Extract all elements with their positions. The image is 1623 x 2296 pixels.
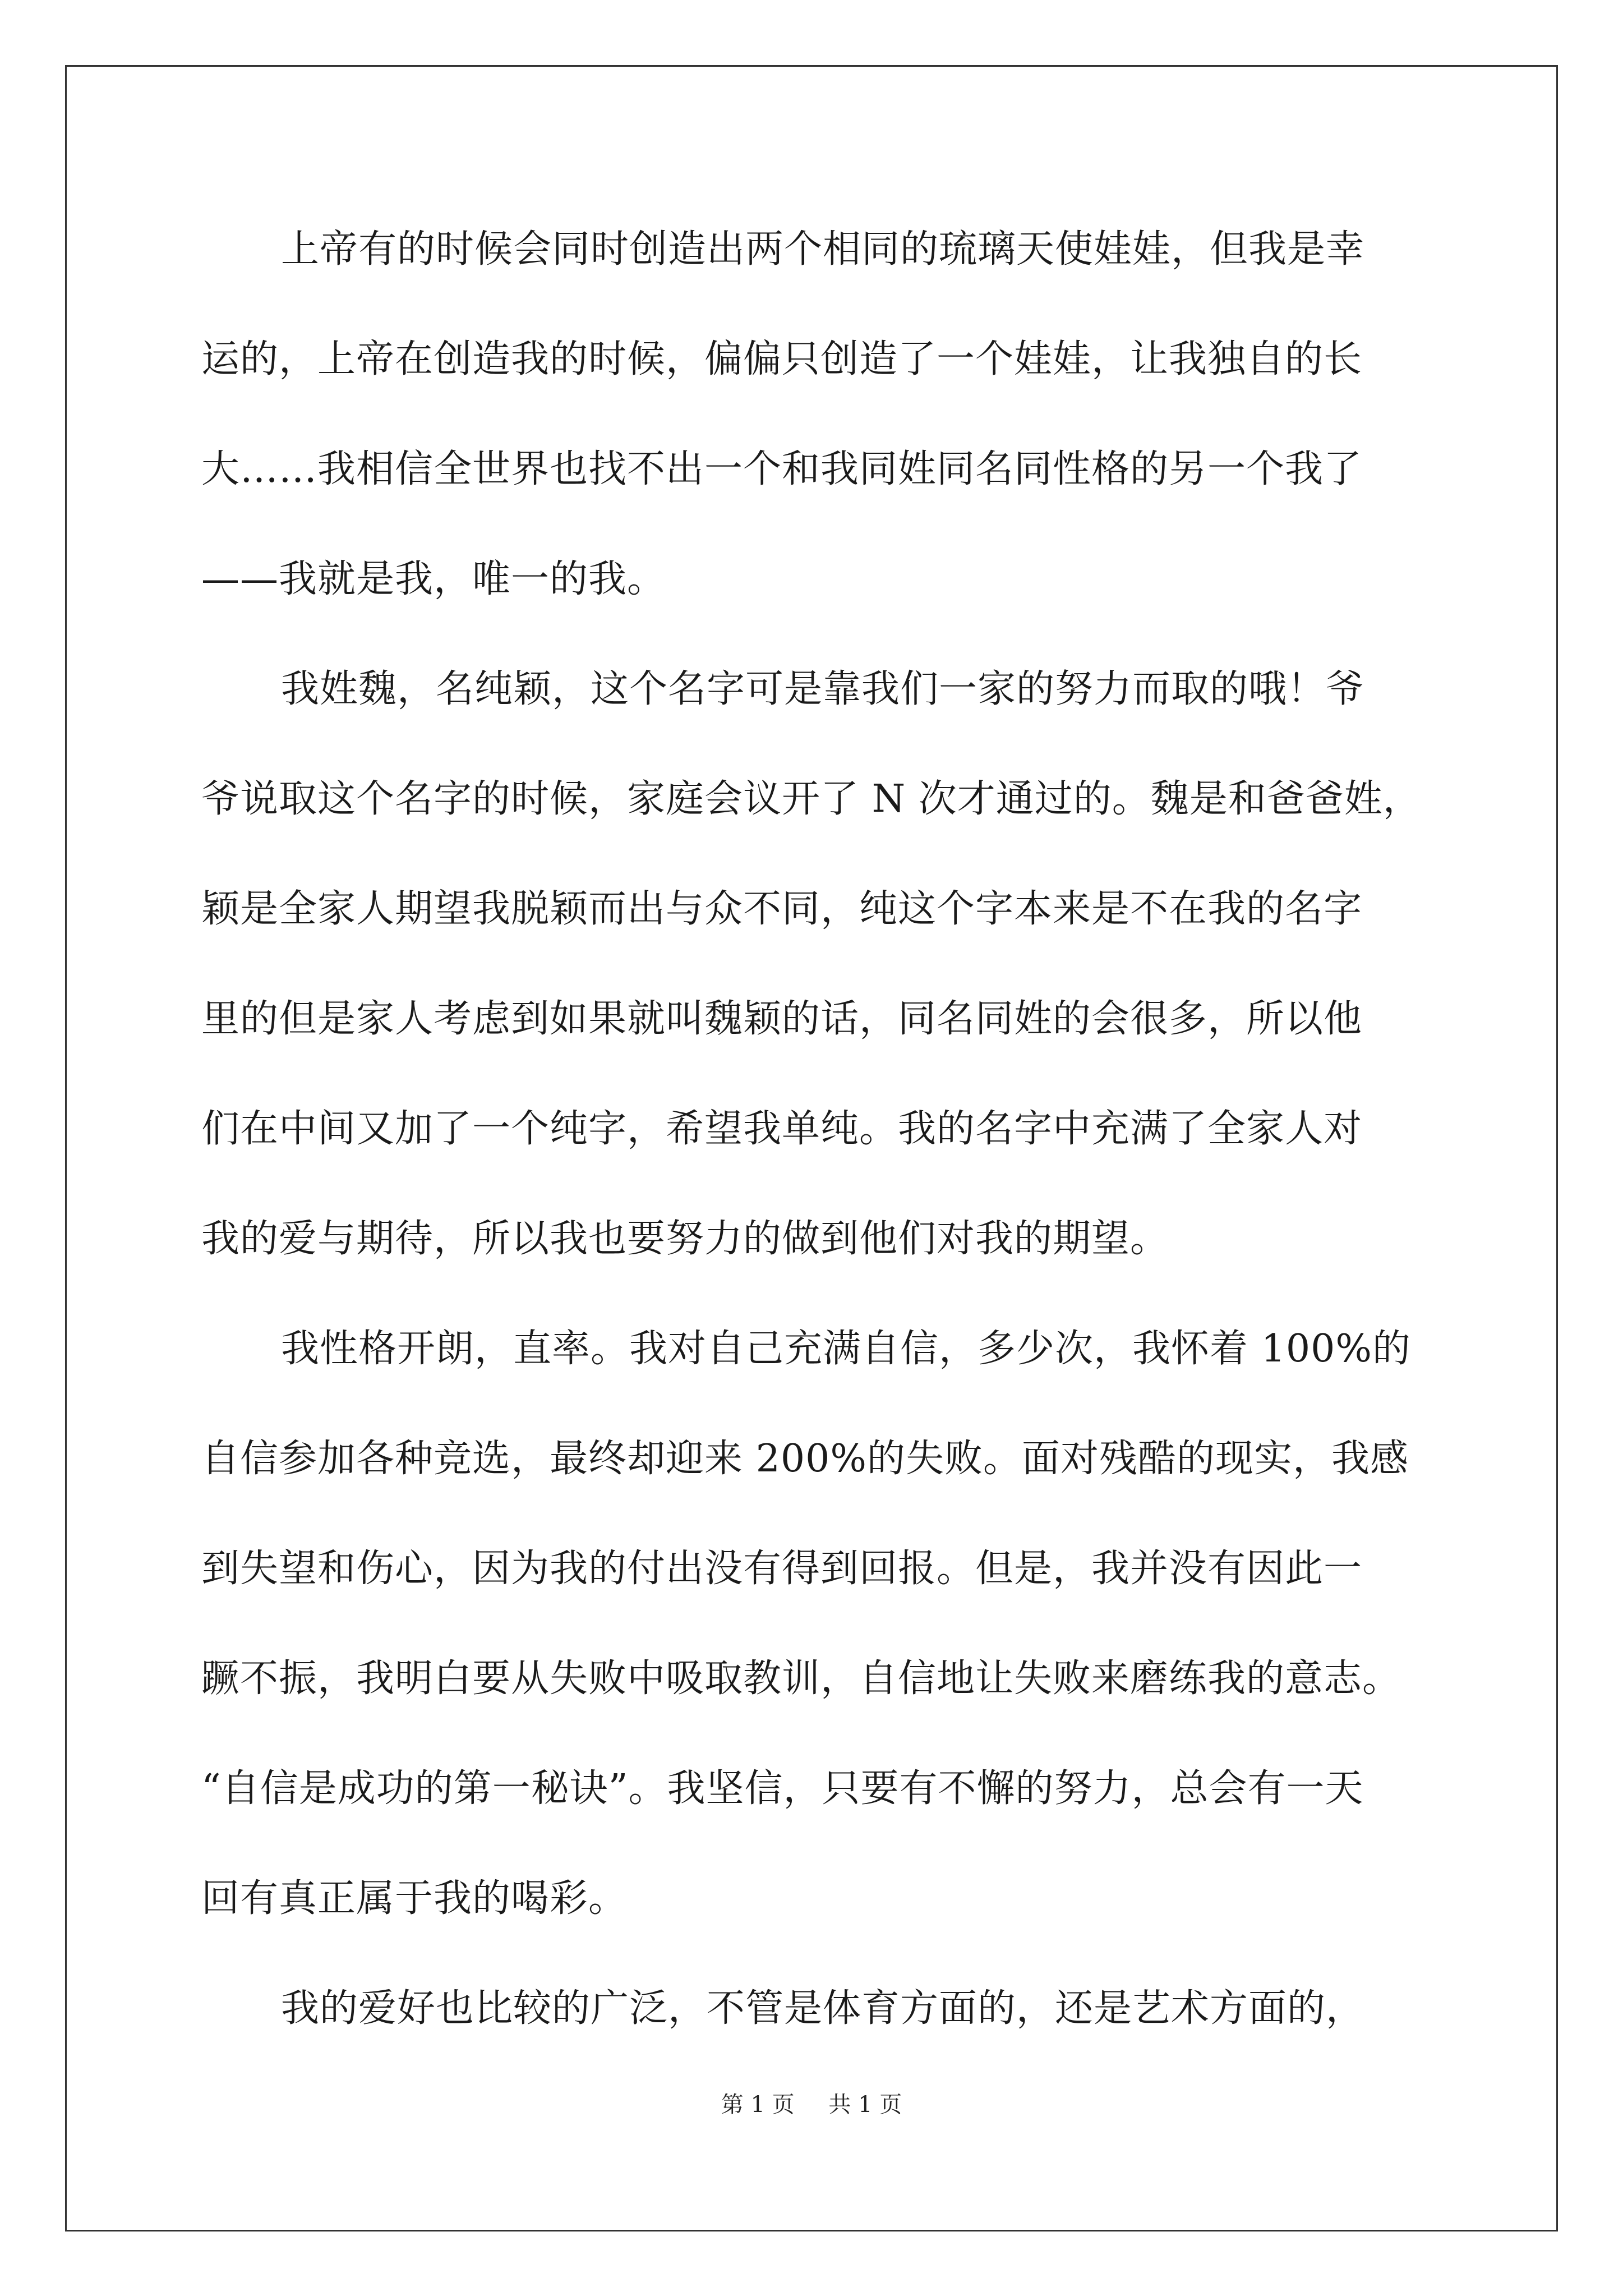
page-number-total: 共 1 页 — [828, 2092, 902, 2118]
paragraph-4-line-1: 我的爱好也比较的广泛，不管是体育方面的，还是艺术方面的， — [281, 1986, 1365, 2031]
paragraph-2-line-3: 颖是全家人期望我脱颖而出与众不同，纯这个字本来是不在我的名字 — [201, 887, 1363, 931]
page-footer — [0, 2088, 1623, 2122]
page-number-current: 第 1 页 — [721, 2092, 795, 2118]
paragraph-3-line-4: 蹶不振，我明白要从失败中吸取教训，自信地让失败来磨练我的意志。 — [201, 1657, 1401, 1701]
paragraph-2-line-5: 们在中间又加了一个纯字，希望我单纯。我的名字中充满了全家人对 — [201, 1107, 1363, 1151]
paragraph-1-line-4: ——我就是我，唯一的我。 — [201, 557, 666, 601]
paragraph-3-line-3: 到失望和伤心，因为我的付出没有得到回报。但是，我并没有因此一 — [201, 1547, 1363, 1591]
paragraph-1-line-1: 上帝有的时候会同时创造出两个相同的琉璃天使娃娃，但我是幸 — [281, 227, 1365, 272]
paragraph-2-line-2: 爷说取这个名字的时候，家庭会议开了 N 次才通过的。魏是和爸爸姓， — [201, 777, 1422, 821]
paragraph-3-line-6: 回有真正属于我的喝彩。 — [201, 1876, 628, 1921]
paragraph-1-line-3: 大……我相信全世界也找不出一个和我同姓同名同性格的另一个我了 — [201, 447, 1363, 491]
paragraph-2-line-1: 我姓魏，名纯颖，这个名字可是靠我们一家的努力而取的哦！爷 — [281, 667, 1365, 711]
document-body — [201, 210, 1422, 2079]
paragraph-3-line-5: “自信是成功的第一秘诀”。我坚信，只要有不懈的努力，总会有一天 — [201, 1766, 1364, 1811]
paragraph-1-line-2: 运的，上帝在创造我的时候，偏偏只创造了一个娃娃，让我独自的长 — [201, 337, 1363, 381]
paragraph-2-line-4: 里的但是家人考虑到如果就叫魏颖的话，同名同姓的会很多，所以他 — [201, 997, 1363, 1041]
paragraph-2-line-6: 我的爱与期待，所以我也要努力的做到他们对我的期望。 — [201, 1217, 1169, 1261]
paragraph-3-line-2: 自信参加各种竞选，最终却迎来 200%的失败。面对残酷的现实，我感 — [201, 1437, 1409, 1481]
paragraph-3-line-1: 我性格开朗，直率。我对自己充满自信，多少次，我怀着 100%的 — [281, 1327, 1412, 1371]
